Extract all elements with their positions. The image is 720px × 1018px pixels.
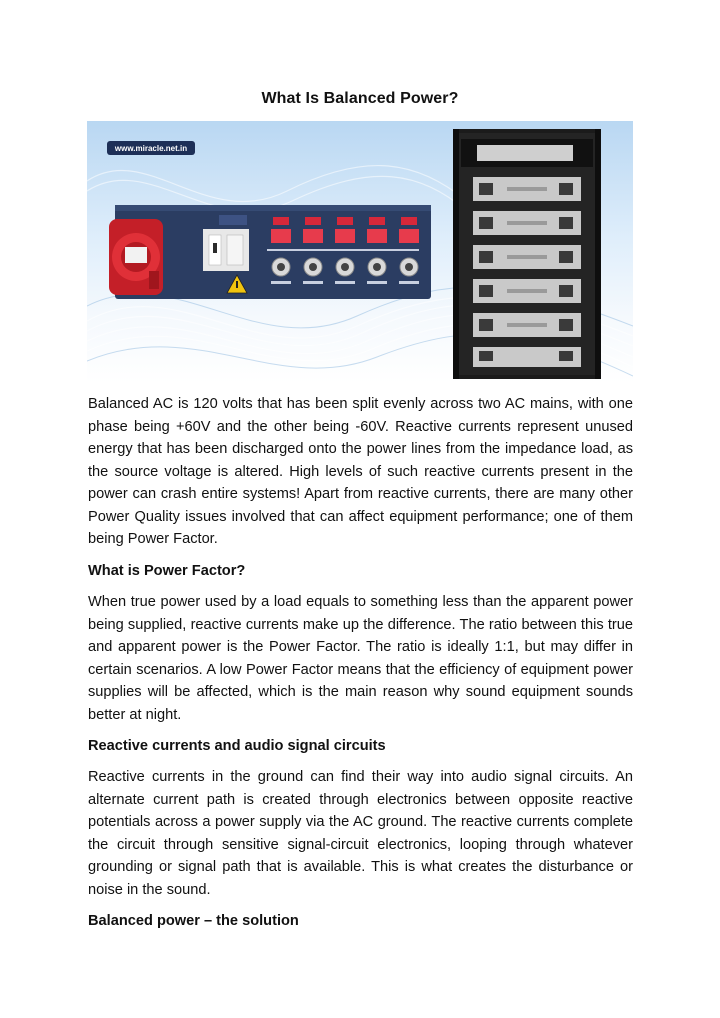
heading-power-factor: What is Power Factor? bbox=[88, 563, 246, 579]
heading-balanced-power-solution: Balanced power – the solution bbox=[88, 913, 299, 929]
product-photo bbox=[87, 121, 633, 383]
heading-reactive-currents: Reactive currents and audio signal circuits bbox=[88, 738, 386, 754]
rack-cabinet bbox=[453, 129, 601, 379]
paragraph-reactive-currents: Reactive currents in the ground can find their way into audio signal circuits. An alternate current path is created through electronics between opposite reactive potentials across a power supply via the AC ground. The reactive currents complete the circuit through sensitive signal-circuit electronics, looping through whatever grounding or signal path that is available. This is what creates the disturbance or noise in the sound. bbox=[88, 769, 633, 898]
paragraph-power-factor: When true power used by a load equals to something less than the apparent power being supplied, reactive currents make up the difference. The ratio between this true and apparent power is the Power Factor. The ratio is ideally 1:1, but may differ in certain scenarios. A low Power Factor means that the efficiency of equipment power supplies will be affected, which is the main reason why sound equipment sounds better at night. bbox=[88, 594, 633, 723]
distribution-panel bbox=[109, 205, 431, 299]
watermark-text: www.miracle.net.in bbox=[114, 144, 188, 153]
product-photo-illustration bbox=[87, 121, 633, 383]
paragraph-intro: Balanced AC is 120 volts that has been split evenly across two AC mains, with one phase being +60V and the other being -60V. Reactive currents represent unused energy that has been discharged onto the power lines from the impedance load, as the source voltage is altered. High levels of such reactive currents present in the power can crash entire systems! Apart from reactive currents, there are many other Power Quality issues involved that can affect equipment performance; one of them being Power Factor. bbox=[88, 396, 633, 547]
page-title: What Is Balanced Power? bbox=[261, 90, 459, 107]
